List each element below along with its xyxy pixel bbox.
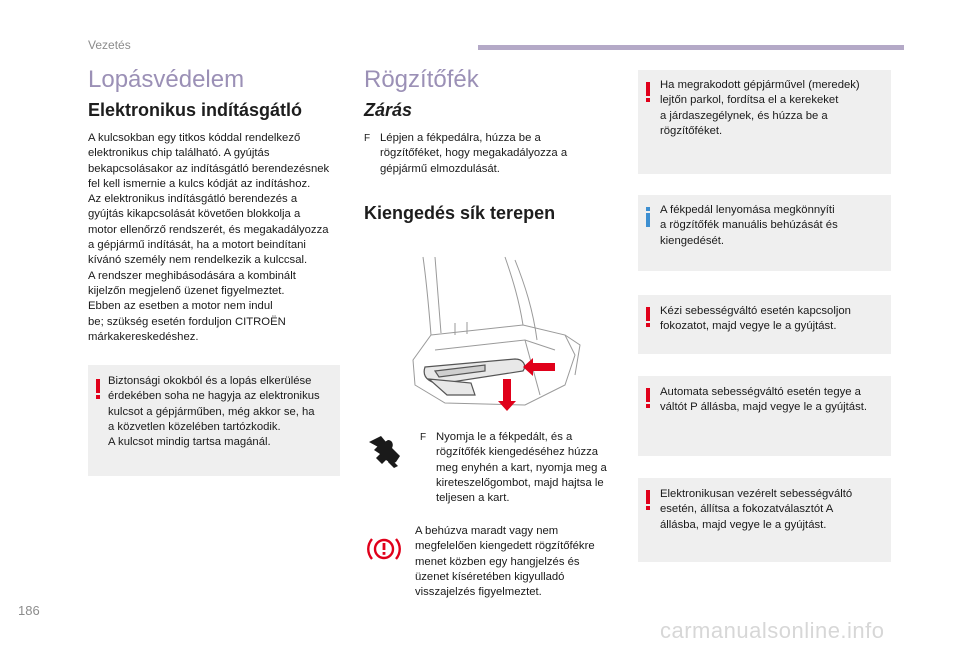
header-bar <box>478 45 904 50</box>
subtitle-inditasgatlo: Elektronikus indításgátló <box>88 100 303 120</box>
lock-instruction: F Lépjen a fékpedálra, húzza be a rögzítőféket, hogy megakadályozza a gépjármű elmozdulását. <box>364 131 604 177</box>
handbrake-illustration <box>405 255 585 415</box>
subtitle-zaras: Zárás <box>364 100 413 120</box>
warning-icon <box>96 379 100 399</box>
page-number: 186 <box>18 603 40 618</box>
warning-box-slope: Ha megrakodott gépjárművel (meredek) lejtőn parkol, fordítsa el a kerekeket a járdaszegélynek, és húzza be a rögzítőféket. <box>638 70 891 174</box>
brake-warning-lamp-icon <box>366 535 402 563</box>
title-lopasvedelem: Lopásvédelem <box>88 66 245 93</box>
title-rogzitofek: Rögzítőfék <box>364 66 479 93</box>
warning-icon <box>646 307 650 327</box>
section-label: Vezetés <box>88 38 131 52</box>
warning-box-manual: Kézi sebességváltó esetén kapcsoljon fokozatot, majd vegye le a gyújtást. <box>638 295 891 354</box>
info-icon <box>646 207 650 227</box>
warning-icon <box>646 82 650 102</box>
warning-text-key: Biztonsági okokból és a lopás elkerülése érdekében soha ne hagyja az elektronikus kulcsot a gépjárműben, még akkor se, ha a közvetlen közelében tartózkodik. A kulcsot mindig tartsa magánál. <box>108 375 320 449</box>
release-instruction: F Nyomja le a fékpedált, és a rögzítőfék kiengedéséhez húzza meg enyhén a kart, nyomja meg a kireteszelőgombot, majd hajtsa le teljesen a kart. <box>420 430 620 506</box>
subtitle-kiengedes: Kiengedés sík terepen <box>364 203 556 223</box>
warning-icon <box>646 388 650 408</box>
brake-alert-text: A behúzva maradt vagy nem megfelelően kiengedett rögzítőfékre menet közben egy hangjelzés és üzenet kíséretében kigyulladó visszajelzés figyelmeztet. <box>415 525 595 599</box>
warning-box-key <box>88 365 340 476</box>
hand-lever-icon <box>366 428 402 470</box>
info-box-pedal: A fékpedál lenyomása megkönnyíti a rögzítőfék manuális behúzását és kiengedését. <box>638 195 891 271</box>
bullet-icon: F <box>420 432 427 443</box>
warning-icon <box>646 490 650 510</box>
warning-box-automatic: Automata sebességváltó esetén tegye a váltót P állásba, majd vegye le a gyújtást. <box>638 376 891 456</box>
warning-box-electronic: Elektronikusan vezérelt sebességváltó esetén, állítsa a fokozatválasztót A állásba, majd vegye le a gyújtást. <box>638 478 891 562</box>
watermark: carmanualsonline.info <box>660 618 885 643</box>
immobilizer-description: A kulcsokban egy titkos kóddal rendelkező elektronikus chip található. A gyújtás bekapcsolásakor az indításgátló berendezésnek fel kell ismernie a kulcs kódját az indításhoz. Az elektronikus indításgátló berendezés a gyújtás kikapcsolását követően blokkolja a motor ellenőrző rendszerét, és megakadályozza a gépjármű indítását, ha a motort beindítani kívánó személy nem rendelkezik a kulccsal. A rendszer meghibásodására a kombinált kijelzőn megjelenő üzenet figyelmeztet. Ebben az esetben a motor nem indul be; szükség esetén forduljon CITROËN márkakereskedéshez. <box>88 132 330 343</box>
bullet-icon: F <box>364 133 371 144</box>
